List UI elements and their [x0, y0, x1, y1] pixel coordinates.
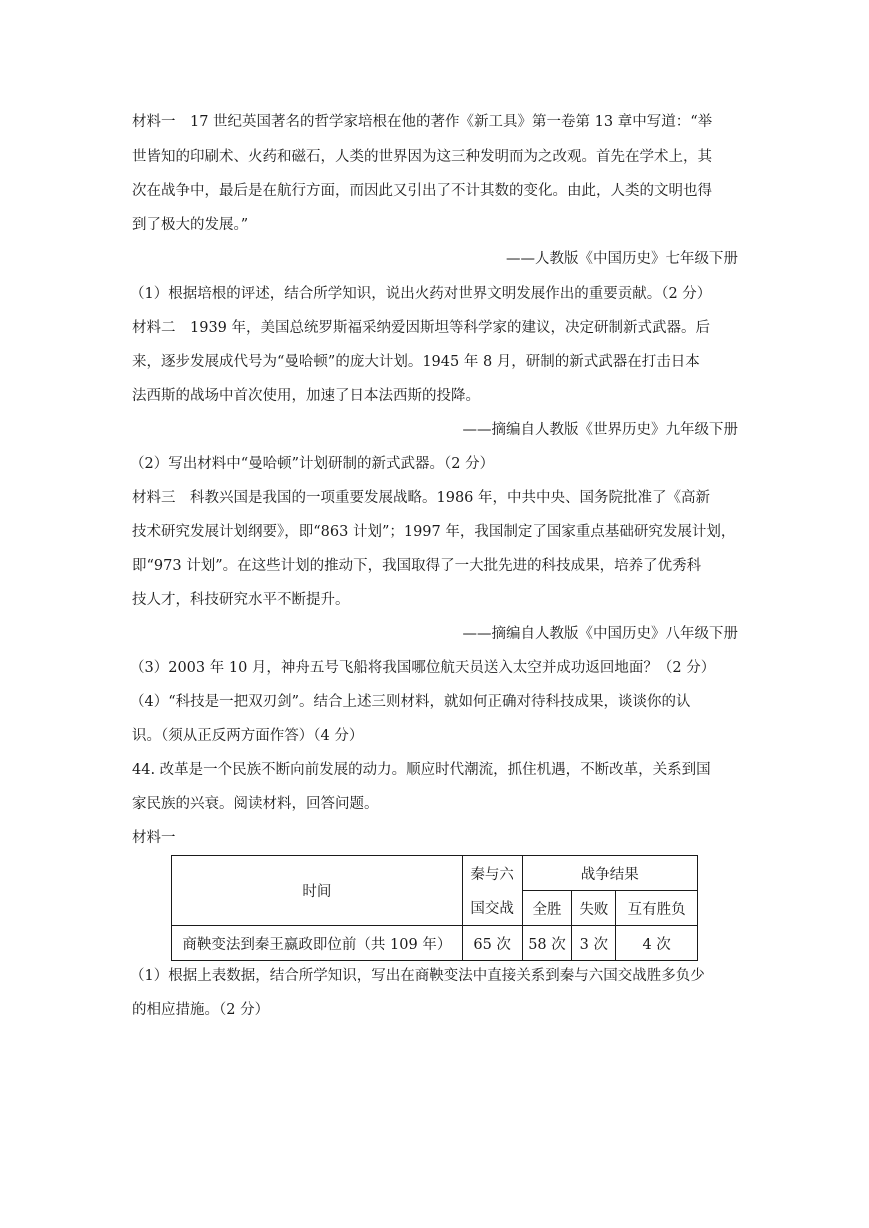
material-3-source: ——摘编自人教版《中国历史》八年级下册 — [462, 626, 738, 642]
question-4-line-2: 识。（须从正反两方面作答）（4 分） — [132, 728, 364, 744]
material-2-line-3: 法西斯的战场中首次使用，加速了日本法西斯的投降。 — [132, 388, 480, 404]
question-44-line-2: 家民族的兴衰。阅读材料，回答问题。 — [132, 796, 379, 812]
question-3: （3）2003 年 10 月，神舟五号飞船将我国哪位航天员送入太空并成功返回地面？（2 分） — [130, 660, 716, 676]
cell-win: 58 次 — [522, 926, 572, 961]
header-win: 全胜 — [522, 891, 572, 926]
question-44-line-1: 44. 改革是一个民族不断向前发展的动力。顺应时代潮流，抓住机遇，不断改革，关系到国 — [132, 762, 711, 778]
material-1-line-4: 到了极大的发展。” — [132, 217, 249, 233]
question-1: （1）根据培根的评述，结合所学知识，说出火药对世界文明发展作出的重要贡献。（2 分） — [130, 286, 712, 302]
material-2-line-1: 材料二 1939 年，美国总统罗斯福采纳爱因斯坦等科学家的建议，决定研制新式武器。后 — [132, 320, 711, 336]
material-1-source: ——人教版《中国历史》七年级下册 — [506, 251, 738, 267]
material-3-line-1: 材料三 科教兴国是我国的一项重要发展战略。1986 年，中共中央、国务院批准了《高新 — [132, 490, 711, 506]
header-battles-bottom: 国交战 — [462, 891, 522, 926]
battle-table — [171, 855, 698, 961]
question-2: （2）写出材料中“曼哈顿”计划研制的新式武器。（2 分） — [130, 456, 495, 472]
question-44-1-line-1: （1）根据上表数据，结合所学知识，写出在商鞅变法中直接关系到秦与六国交战胜多负少 — [130, 968, 705, 984]
material-1-line-2: 世皆知的印刷术、火药和磁石，人类的世界因为这三种发明而为之改观。首先在学术上，其 — [132, 149, 712, 165]
question-4-line-1: （4）“科技是一把双刃剑”。结合上述三则材料，就如何正确对待科技成果，谈谈你的认 — [130, 694, 691, 710]
material-label: 材料一 — [132, 830, 176, 846]
question-44-1-line-2: 的相应措施。（2 分） — [132, 1002, 270, 1018]
material-3-line-3: 即“973 计划”。在这些计划的推动下，我国取得了一大批先进的科技成果，培养了优秀科 — [132, 558, 702, 574]
header-battles-top: 秦与六 — [462, 856, 522, 891]
header-time: 时间 — [172, 856, 463, 926]
cell-loss: 3 次 — [572, 926, 616, 961]
header-loss: 失败 — [572, 891, 616, 926]
table-row — [172, 926, 698, 961]
material-2-source: ——摘编自人教版《世界历史》九年级下册 — [462, 422, 738, 438]
cell-period: 商鞅变法到秦王嬴政即位前（共 109 年） — [172, 926, 463, 961]
header-mixed: 互有胜负 — [616, 891, 698, 926]
material-1-line-1: 材料一 17 世纪英国著名的哲学家培根在他的著作《新工具》第一卷第 13 章中写道：“举 — [132, 114, 713, 130]
material-2-line-2: 来，逐步发展成代号为“曼哈顿”的庞大计划。1945 年 8 月，研制的新式武器在打击日本 — [132, 354, 700, 370]
header-result: 战争结果 — [522, 856, 697, 891]
material-1-line-3: 次在战争中，最后是在航行方面，而因此又引出了不计其数的变化。由此，人类的文明也得 — [132, 183, 712, 199]
material-3-line-4: 技人才，科技研究水平不断提升。 — [132, 592, 350, 608]
material-3-line-2: 技术研究发展计划纲要》，即“863 计划”；1997 年，我国制定了国家重点基础研究发展计划， — [132, 524, 736, 540]
table-header-row-1 — [172, 856, 698, 891]
cell-battles: 65 次 — [462, 926, 522, 961]
cell-mixed: 4 次 — [616, 926, 698, 961]
